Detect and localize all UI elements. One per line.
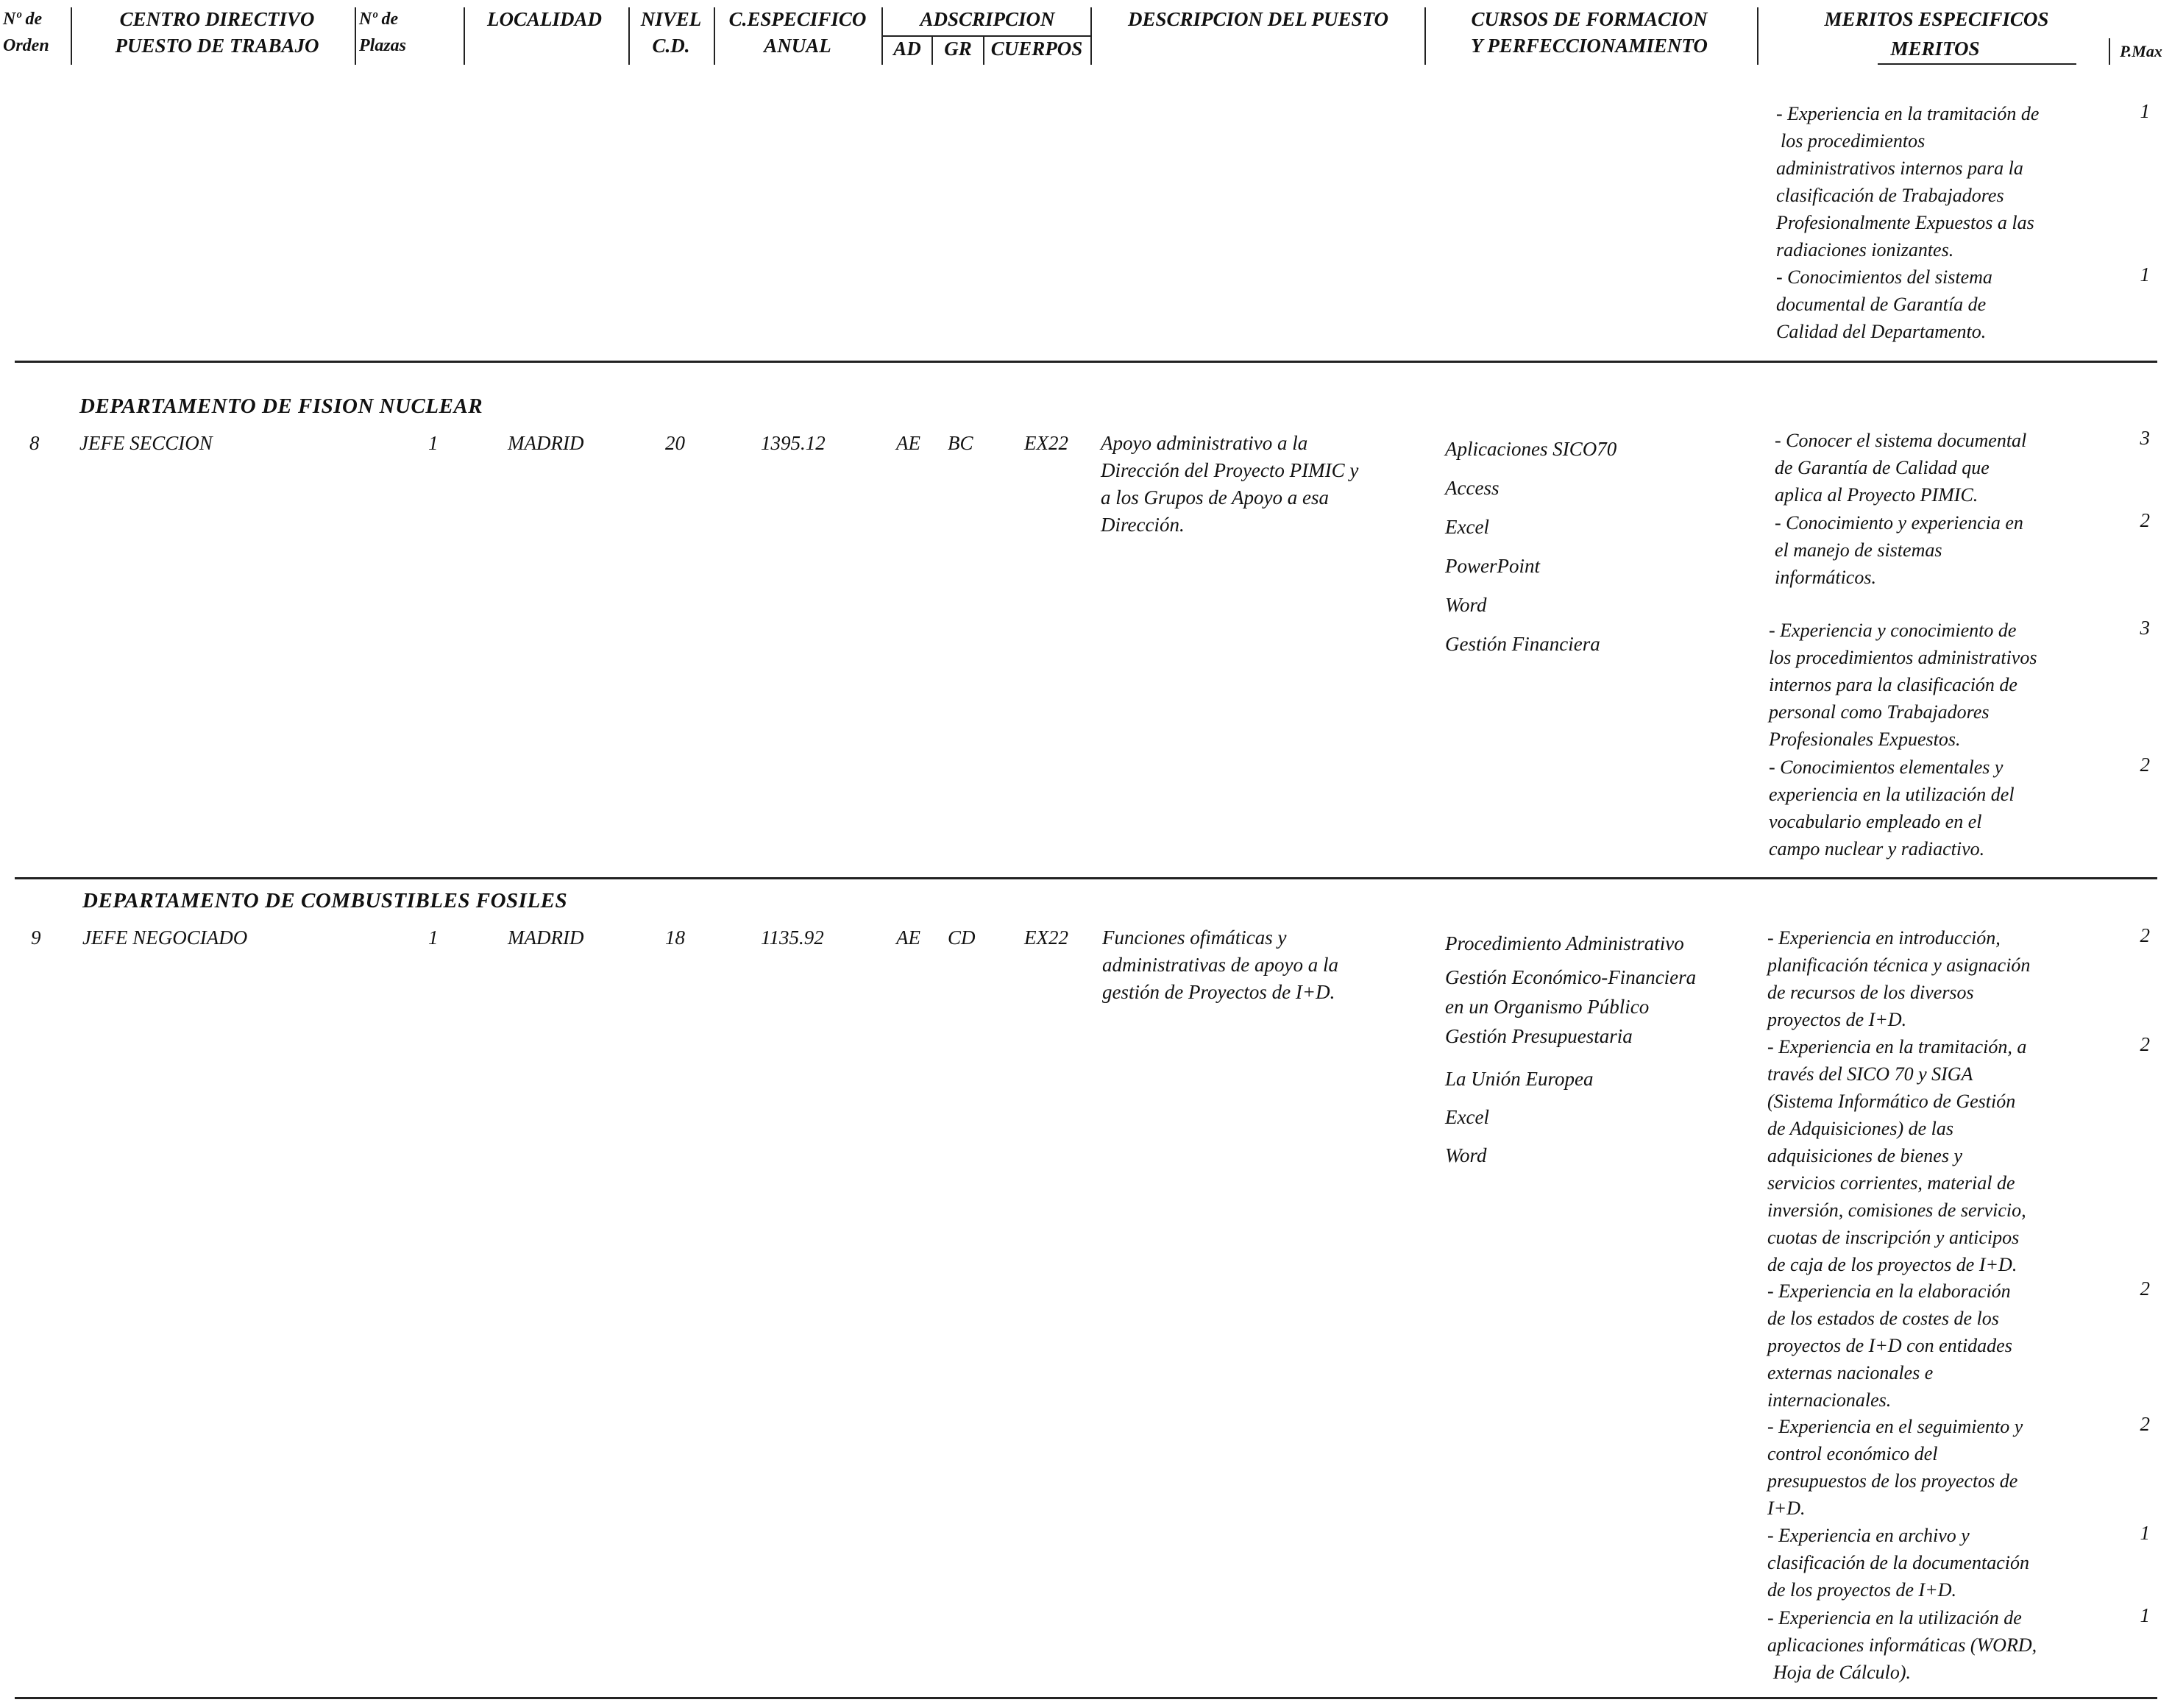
merit-line: - Conocer el sistema documental [1775,430,2027,451]
header-localidad-label: LOCALIDAD [486,8,602,30]
header-meritos-especificos-label: MERITOS ESPECIFICOS [1824,8,2049,30]
merit-line: de recursos de los diversos [1767,982,1974,1003]
department-title: DEPARTAMENTO DE FISION NUCLEAR [79,394,483,418]
row-ad: AE [896,432,920,454]
merit-line: los procedimientos administrativos [1769,647,2037,668]
row-orden: 9 [31,926,41,949]
merit-item [1767,924,2113,1033]
header-divider [628,7,630,65]
header-pmax-label: P.Max [2120,42,2162,60]
merit-line: el manejo de sistemas [1775,539,1942,561]
curso-item: Excel [1445,516,1489,538]
merit-line: de los proyectos de I+D. [1767,1579,1957,1601]
curso-item: Excel [1445,1106,1489,1128]
merit-line: Profesionales Expuestos. [1769,729,1961,750]
section-divider [15,877,2157,879]
header-num-plazas [359,6,462,59]
descripcion-line: gestión de Proyectos de I+D. [1102,981,1335,1003]
header-adscripcion [884,6,1090,32]
merit-line: internos para la clasificación de [1769,674,2017,695]
merit-line: inversión, comisiones de servicio, [1767,1200,2026,1221]
merit-line: de caja de los proyectos de I+D. [1767,1254,2017,1275]
curso-item: Word [1445,594,1487,616]
curso-item: Aplicaciones SICO70 [1445,438,1617,460]
merit-item [1769,617,2115,753]
header-cursos-l2: Y PERFECCIONAMIENTO [1471,35,1708,57]
merit-item [1767,1604,2113,1686]
header-divider [355,7,356,65]
header-descripcion-label: DESCRIPCION DEL PUESTO [1127,8,1389,30]
header-centro-l2: PUESTO DE TRABAJO [115,35,319,57]
row-localidad: MADRID [508,432,584,454]
header-nivel-l2: C.D. [652,35,690,57]
merit-line: los procedimientos [1781,130,1926,152]
merit-line: aplica al Proyecto PIMIC. [1775,484,1978,506]
header-centro-l1: CENTRO DIRECTIVO [119,8,315,30]
merit-line: documental de Garantía de [1776,294,1987,315]
merit-points: 3 [2140,427,2150,449]
merit-line: planificación técnica y asignación [1767,954,2031,976]
merit-points: 2 [2140,509,2150,531]
merit-line: clasificación de Trabajadores [1776,185,2004,206]
header-divider [1424,7,1426,65]
merit-line: - Experiencia en archivo y [1767,1525,1970,1546]
header-divider [714,7,715,65]
header-num-plazas-l2: Plazas [359,36,407,55]
descripcion-line: a los Grupos de Apoyo a esa [1101,486,1329,508]
header-meritos-rule [1878,63,2076,65]
row-localidad: MADRID [508,926,584,949]
merit-line: internacionales. [1767,1389,1892,1411]
curso-item: Gestión Económico-Financiera [1445,966,1697,988]
merit-points: 1 [2140,1522,2150,1544]
merit-item [1776,100,2122,263]
row-plazas: 1 [428,432,439,454]
curso-item: La Unión Europea [1445,1068,1594,1090]
row-puesto: JEFE NEGOCIADO [82,926,248,949]
merit-line: informáticos. [1775,567,1876,588]
row-cursos [1445,430,1616,664]
merit-line: - Experiencia en la utilización de [1767,1607,2022,1629]
row-ad: AE [896,926,920,949]
header-divider [931,37,933,65]
merit-line: servicios corrientes, material de [1767,1172,2015,1194]
header-especifico-l2: ANUAL [764,35,831,57]
merit-line: Calidad del Departamento. [1776,321,1987,342]
merit-line: - Experiencia en la elaboración [1767,1280,2011,1302]
header-divider [1090,7,1092,65]
header-meritos-label: MERITOS [1890,38,1980,60]
merit-item [1769,754,2115,862]
merit-item [1775,509,2120,591]
merit-points: 1 [2140,263,2150,286]
header-gr-label: GR [944,38,972,60]
row-cuerpos: EX22 [1024,926,1068,949]
merit-line: adquisiciones de bienes y [1767,1145,1962,1166]
merit-line: externas nacionales e [1767,1362,1934,1383]
row-descripcion [1101,430,1358,539]
header-centro [81,6,353,59]
row-gr: CD [948,926,976,949]
descripcion-line: administrativas de apoyo a la [1102,954,1338,976]
curso-item: PowerPoint [1445,555,1540,577]
merit-item [1776,263,2122,345]
merit-line: (Sistema Informático de Gestión [1767,1091,2016,1112]
merit-line: experiencia en la utilización del [1769,784,2015,805]
merit-line: - Experiencia en la tramitación de [1776,103,2040,124]
merit-line: - Experiencia en la tramitación, a [1767,1036,2027,1057]
header-meritos-especificos [1760,6,2113,32]
table-header [0,0,2172,66]
header-divider [2109,38,2110,65]
row-descripcion [1102,924,1338,1006]
header-cuerpos [984,35,1089,62]
merit-item [1767,1413,2113,1522]
header-divider [71,7,72,65]
header-gr [934,35,982,62]
merit-points: 1 [2140,100,2150,122]
curso-item: Gestión Presupuestaria [1445,1025,1633,1047]
descripcion-line: Funciones ofimáticas y [1102,926,1287,949]
row-especifico: 1135.92 [761,926,824,949]
header-adscripcion-label: ADSCRIPCION [920,8,1055,30]
section-divider [15,1697,2157,1699]
row-nivel: 20 [665,432,685,454]
row-orden: 8 [29,432,40,454]
merit-line: de los estados de costes de los [1767,1308,1999,1329]
merit-points: 2 [2140,924,2150,946]
merit-line: - Experiencia y conocimiento de [1769,620,2017,641]
section-divider [15,361,2157,363]
header-especifico-l1: C.ESPECIFICO [728,8,867,30]
merit-line: través del SICO 70 y SIGA [1767,1063,1973,1085]
header-nivel-l1: NIVEL [640,8,702,30]
header-localidad [471,6,618,32]
row-cursos [1445,924,1696,1174]
descripcion-line: Dirección del Proyecto PIMIC y [1101,459,1359,481]
merit-line: de Adquisiciones) de las [1767,1118,1953,1139]
row-puesto: JEFE SECCION [79,432,213,454]
merit-line: clasificación de la documentación [1767,1552,2029,1573]
header-ad-label: AD [893,38,921,60]
merit-line: I+D. [1767,1498,1806,1519]
header-ad [884,35,930,62]
header-nivel [631,6,711,59]
merit-points: 2 [2140,1278,2150,1300]
curso-item: en un Organismo Público [1445,996,1650,1018]
merit-line: control económico del [1767,1443,1938,1464]
header-divider [464,7,465,65]
merit-line: personal como Trabajadores [1769,701,1990,723]
header-num-orden-l2: Orden [3,36,49,55]
merit-item [1775,427,2120,508]
merit-points: 2 [2140,1413,2150,1435]
header-meritos [1795,35,2075,62]
merit-line: presupuestos de los proyectos de [1767,1470,2018,1492]
row-nivel: 18 [665,926,685,949]
curso-item: Gestión Financiera [1445,633,1600,655]
merit-item [1767,1033,2113,1278]
merit-line: administrativos internos para la [1776,157,2023,179]
merit-points: 2 [2140,1033,2150,1055]
row-plazas: 1 [428,926,439,949]
header-especifico [717,6,879,59]
row-especifico: 1395.12 [761,432,826,454]
merit-points: 2 [2140,754,2150,776]
merit-line: - Conocimiento y experiencia en [1775,512,2023,534]
curso-item: Procedimiento Administrativo [1445,932,1684,954]
header-num-orden [3,6,62,59]
merit-line: radiaciones ionizantes. [1776,239,1954,261]
header-cursos-l1: CURSOS DE FORMACION [1471,8,1708,30]
descripcion-line: Apoyo administrativo a la [1101,432,1308,454]
merit-line: Hoja de Cálculo). [1773,1662,1912,1683]
merit-item [1767,1522,2113,1604]
merit-line: aplicaciones informáticas (WORD, [1767,1634,2037,1656]
merit-line: campo nuclear y radiactivo. [1769,838,1985,860]
merit-points: 1 [2140,1604,2150,1626]
header-cursos [1427,6,1751,59]
merit-line: - Conocimientos elementales y [1769,756,2004,778]
merit-line: - Experiencia en el seguimiento y [1767,1416,2023,1437]
row-cuerpos: EX22 [1024,432,1068,454]
department-title: DEPARTAMENTO DE COMBUSTIBLES FOSILES [82,889,568,913]
descripcion-line: Dirección. [1101,514,1185,536]
merit-line: vocabulario empleado en el [1769,811,1982,832]
merit-points: 3 [2140,617,2150,639]
header-cuerpos-label: CUERPOS [990,38,1083,60]
merit-item [1767,1278,2113,1414]
merit-line: Profesionalmente Expuestos a las [1776,212,2034,233]
curso-item: Access [1445,477,1500,499]
merit-line: - Conocimientos del sistema [1776,266,1992,288]
header-pmax [2112,38,2171,65]
row-gr: BC [948,432,973,454]
header-num-plazas-l1: Nº de [359,10,399,29]
merit-line: cuotas de inscripción y anticipos [1767,1227,2020,1248]
header-divider [1757,7,1758,65]
merit-line: proyectos de I+D. [1767,1009,1907,1030]
merit-line: proyectos de I+D con entidades [1767,1335,2012,1356]
header-num-orden-l1: Nº de [3,10,43,29]
merit-line: de Garantía de Calidad que [1775,457,1990,478]
merit-line: - Experiencia en introducción, [1767,927,2001,949]
header-descripcion [1096,6,1420,32]
curso-item: Word [1445,1144,1487,1166]
